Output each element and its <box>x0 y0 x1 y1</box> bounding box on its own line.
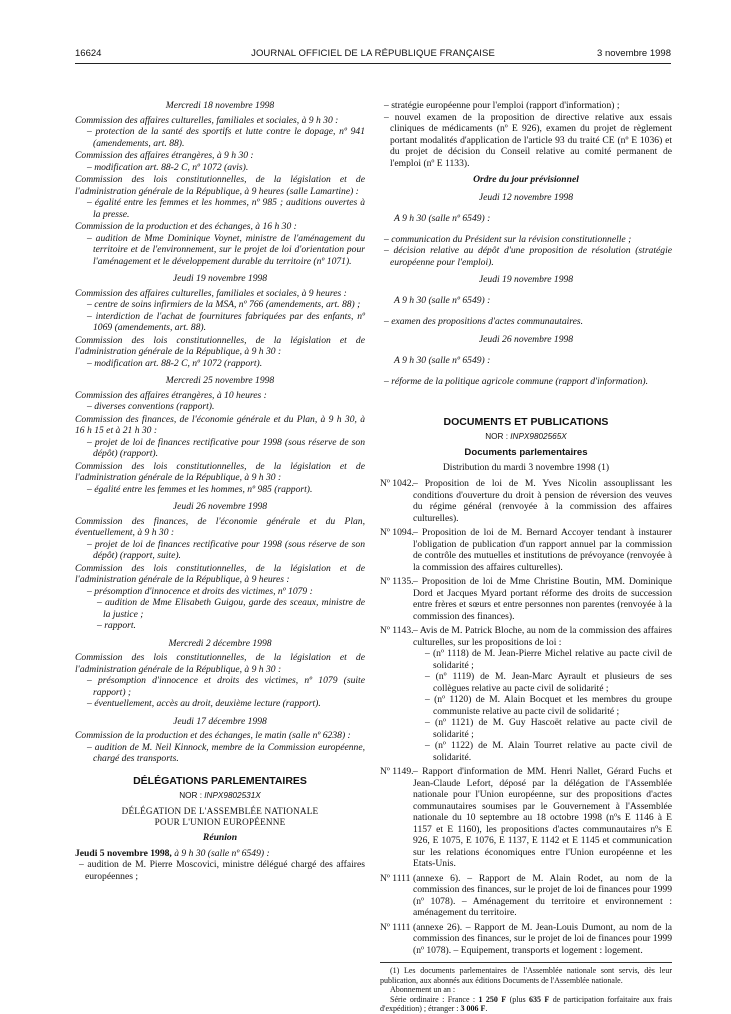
document-entry <box>380 576 672 622</box>
agenda-item: – égalité entre les femmes et les hommes, nº 985 (rapport). <box>87 483 313 495</box>
agenda-heading: Ordre du jour prévisionnel <box>473 174 579 185</box>
document-text: (annexe 6). – Rapport de M. Alain Rodet, au nom de la commission des finances, sur le projet de loi de finances pour 1999 (nº 1078). – Aménagement du territoire et environnement : aménagement du territoire. <box>413 872 672 918</box>
document-text: – Proposition de loi de M. Bernard Accoyer tendant à instaurer l'obligation de publication d'un rapport annuel par la commission de contrôle des mutuelles et institutions de prévoyance (renvoyée à la commission des affaires culturelles). <box>413 527 672 573</box>
agenda-item: – communication du Président sur la révision constitutionnelle ; <box>384 233 632 245</box>
agenda-item: – égalité entre les femmes et les hommes, nº 985 ; auditions ouvertes à la presse. <box>87 197 365 220</box>
commission-entry: Commission des lois constitutionnelles, de la législation et de l'administration générale de la République, à 9 h 30 : <box>75 652 365 675</box>
day-heading: Jeudi 12 novembre 1998 <box>478 191 574 203</box>
commission-entry: Commission des affaires culturelles, familiales et sociales, à 9 heures : <box>75 287 347 299</box>
agenda-item: – protection de la santé des sportifs et lutte contre le dopage, nº 941 (amendements, art. 88). <box>87 126 365 149</box>
nor-code: INPX9802531X <box>204 791 261 801</box>
footnote-prices <box>380 995 672 1014</box>
reunion-heading: Réunion <box>202 832 238 843</box>
price-value: 3 006 F <box>460 1004 486 1014</box>
commission-entry: Commission des lois constitutionnelles, de la législation et de l'administration générale de la République, à 9 heures (salle Lamartine) : <box>75 174 365 197</box>
issue-date: 3 novembre 1998 <box>597 48 671 59</box>
document-text: – Avis de M. Patrick Bloche, au nom de la commission des affaires culturelles, sur les propositions de loi : <box>413 625 672 648</box>
price-text: Série ordinaire : France : <box>390 994 479 1004</box>
document-text: – Proposition de loi de M. Yves Nicolin assouplissant les conditions d'ouverture du droit à pension de réversion des veuves du régime général (renvoyée à la commission des affaires culturelles). <box>413 478 672 524</box>
document-subitem: – (nº 1121) de M. Guy Hascoët relative au pacte civil de solidarité ; <box>425 717 672 740</box>
agenda-item: – modification art. 88-2 C, nº 1072 (avis). <box>87 161 249 173</box>
commission-entry: Commission des affaires culturelles, familiales et sociales, à 9 h 30 : <box>75 114 339 126</box>
commission-entry: Commission des lois constitutionnelles, de la législation et de l'administration générale de la République, à 9 heures : <box>75 562 365 585</box>
agenda-item: – diverses conventions (rapport). <box>87 401 215 412</box>
nor-label: NOR : <box>179 791 202 801</box>
agenda-item: – réforme de la politique agricole commune (rapport d'information). <box>384 376 648 388</box>
left-column <box>75 100 365 882</box>
meeting-item: – stratégie européenne pour l'emploi (rapport d'information) ; <box>384 100 620 111</box>
nor-reference <box>75 791 365 801</box>
day-heading: Jeudi 26 novembre 1998 <box>172 501 268 512</box>
journal-title: JOURNAL OFFICIEL DE LA RÉPUBLIQUE FRANÇAISE <box>251 48 495 59</box>
commission-entry: Commission des finances, de l'économie générale et du Plan, éventuellement, à 9 h 30 : <box>75 515 365 538</box>
meeting-date <box>75 848 365 860</box>
nor-reference <box>380 432 672 442</box>
agenda-item: – modification art. 88-2 C, nº 1072 (rapport). <box>87 357 263 369</box>
document-subitem: – (nº 1119) de M. Jean-Marc Ayrault et plusieurs de ses collègues relative au pacte civil de solidarité ; <box>425 671 672 694</box>
commission-entry: Commission des affaires étrangères, à 10 heures : <box>75 389 267 401</box>
footnote-subscription: Abonnement un an : <box>390 985 456 995</box>
meeting-item: – nouvel examen de la proposition de directive relative aux essais cliniques de médicaments (nº E 926), examen du projet de règlement portant modalités d'application de l'article 93 du traité CE (nº E 1036) et du projet de décision du Conseil relative au comité permanent de l'emploi (nº E 1133). <box>384 111 672 169</box>
document-text: (annexe 26). – Rapport de M. Jean-Louis Dumont, au nom de la commission des finances, sur le projet de loi de finances pour 1999 (nº 1078). – Equipement, transports et logement : logement. <box>413 921 672 956</box>
delegation-caption: POUR L'UNION EUROPÉENNE <box>154 816 286 827</box>
distribution-line: Distribution du mardi 3 novembre 1998 (1) <box>442 461 610 473</box>
commission-entry: Commission des finances, de l'économie générale et du Plan, à 9 h 30, à 16 h 15 et à 21 h 30 : <box>75 413 365 436</box>
agenda-item: – projet de loi de finances rectificative pour 1998 (sous réserve de son dépôt) (rapport). <box>87 436 365 459</box>
commission-entry: Commission des lois constitutionnelles, de la législation et de l'administration générale de la République, à 9 h 30 : <box>75 334 365 357</box>
price-text: (plus <box>506 994 529 1004</box>
meeting-item: – audition de M. Pierre Moscovici, ministre délégué chargé des affaires européennes ; <box>79 859 365 882</box>
document-number: Nº 1042. <box>380 478 414 489</box>
document-text: – Rapport d'information de MM. Henri Nallet, Gérard Fuchs et Jean-Claude Lefort, déposé par la délégation de l'Assemblée nationale pour l'Union européenne, sur des propositions d'actes communautaires soumises par le Gouvernement à l'Assemblée nationale du 10 septembre au 18 octobre 1998 (nºs E 1146 à E 1157 et E 1160), les propositions d'actes communautaires nºs E 926, E 1075, E 1076, E 1137, E 1142 et E 1145 et communication sur les relations économiques entre l'Union européenne et les Etats-Unis. <box>413 766 672 869</box>
section-title: DOCUMENTS ET PUBLICATIONS <box>443 415 609 428</box>
delegation-caption: DÉLÉGATION DE L'ASSEMBLÉE NATIONALE <box>121 805 319 816</box>
day-heading: Jeudi 26 novembre 1998 <box>478 333 574 345</box>
session-time: A 9 h 30 (salle nº 6549) : <box>394 212 491 224</box>
day-heading: Jeudi 19 novembre 1998 <box>478 274 574 286</box>
day-heading: Jeudi 19 novembre 1998 <box>172 273 268 284</box>
agenda-item: – audition de M. Neil Kinnock, membre de la Commission européenne, chargé des transports. <box>87 741 365 764</box>
agenda-item: – audition de Mme Dominique Voynet, ministre de l'aménagement du territoire et de l'environnement, sur le projet de loi d'orientation pour l'aménagement et le développement durable du territoire (nº 1071). <box>87 232 365 267</box>
commission-entry: Commission des lois constitutionnelles, de la législation et de l'administration générale de la République, à 9 h 30 : <box>75 460 365 483</box>
commission-entry: Commission des affaires étrangères, à 9 h 30 : <box>75 150 254 161</box>
subsection-title: Documents parlementaires <box>464 447 588 458</box>
document-entry <box>380 527 672 573</box>
document-entry <box>380 478 672 524</box>
footnote: (1) Les documents parlementaires de l'Assemblée nationale sont servis, dès leur publication, aux abonnés aux éditions Documents de l'Assemblée nationale. <box>380 966 672 985</box>
agenda-item: – examen des propositions d'actes communautaires. <box>384 316 584 328</box>
agenda-item: – interdiction de l'achat de fournitures fabriquées par des enfants, nº 1069 (amendements, art. 88). <box>87 310 365 333</box>
price-text: de participation forfaitaire aux frais d'expédition) ; étranger : <box>380 994 673 1014</box>
document-number: Nº 1111 <box>380 921 411 933</box>
document-text: – Proposition de loi de Mme Christine Boutin, MM. Dominique Dord et Jacques Myard portant réforme des droits de succession entre frères et sœurs et entre personnes non parentes (renvoyée à la commission des finances). <box>413 576 672 622</box>
session-time: A 9 h 30 (salle nº 6549) : <box>394 295 491 307</box>
agenda-item: – décision relative au dépôt d'une proposition de résolution (stratégie européenne pour l'emploi). <box>384 245 672 268</box>
day-heading: Mercredi 18 novembre 1998 <box>165 100 275 111</box>
meeting-date-rest: à 9 h 30 (salle nº 6549) : <box>171 847 270 859</box>
agenda-item: – centre de soins infirmiers de la MSA, nº 766 (amendements, art. 88) ; <box>87 299 361 310</box>
document-subitem: – (nº 1118) de M. Jean-Pierre Michel relative au pacte civil de solidarité ; <box>425 648 672 671</box>
footnote-rule <box>380 962 672 963</box>
session-time: A 9 h 30 (salle nº 6549) : <box>394 354 491 366</box>
agenda-subitem: – rapport. <box>97 620 136 631</box>
document-number: Nº 1111 <box>380 872 411 884</box>
document-number: Nº 1143. <box>380 625 414 636</box>
commission-entry: Commission de la production et des échanges, le matin (salle nº 6238) : <box>75 730 351 741</box>
right-column <box>380 100 672 1014</box>
meeting-date-bold: Jeudi 5 novembre 1998, <box>75 847 172 859</box>
document-entry <box>380 766 672 870</box>
nor-code: INPX9802565X <box>510 432 567 442</box>
day-heading: Mercredi 2 décembre 1998 <box>168 637 272 649</box>
document-subitem: – (nº 1122) de M. Alain Tourret relative au pacte civil de solidarité. <box>425 740 672 763</box>
page-header <box>75 48 671 62</box>
agenda-subitem: – audition de Mme Elisabeth Guigou, garde des sceaux, ministre de la justice ; <box>97 597 365 620</box>
document-subitem: – (nº 1120) de M. Alain Bocquet et les membres du groupe communiste relative au pacte civil de solidarité ; <box>425 694 672 717</box>
agenda-item: – présomption d'innocence et droits des victimes, nº 1079 (suite rapport) ; <box>87 675 365 698</box>
section-title: DÉLÉGATIONS PARLEMENTAIRES <box>133 774 307 787</box>
price-value: 635 F <box>529 994 550 1004</box>
document-number: Nº 1149. <box>380 766 414 777</box>
agenda-item: – présomption d'innocence et droits des victimes, nº 1079 : <box>87 585 313 597</box>
nor-label: NOR : <box>485 432 508 442</box>
page-number: 16624 <box>75 48 102 59</box>
commission-entry: Commission de la production et des échanges, à 16 h 30 : <box>75 221 297 232</box>
day-heading: Mercredi 25 novembre 1998 <box>165 375 275 386</box>
header-rule <box>75 63 671 64</box>
price-text: . <box>485 1004 488 1014</box>
document-number: Nº 1094. <box>380 527 414 538</box>
document-entry <box>380 625 672 763</box>
agenda-item: – projet de loi de finances rectificative pour 1998 (sous réserve de son dépôt) (rapport, suite). <box>87 538 365 561</box>
document-entry <box>380 873 672 919</box>
document-entry <box>380 922 672 957</box>
agenda-item: – éventuellement, accès au droit, deuxième lecture (rapport). <box>87 698 321 709</box>
day-heading: Jeudi 17 décembre 1998 <box>173 715 267 727</box>
price-value: 1 250 F <box>478 994 507 1004</box>
document-number: Nº 1135. <box>380 576 414 587</box>
